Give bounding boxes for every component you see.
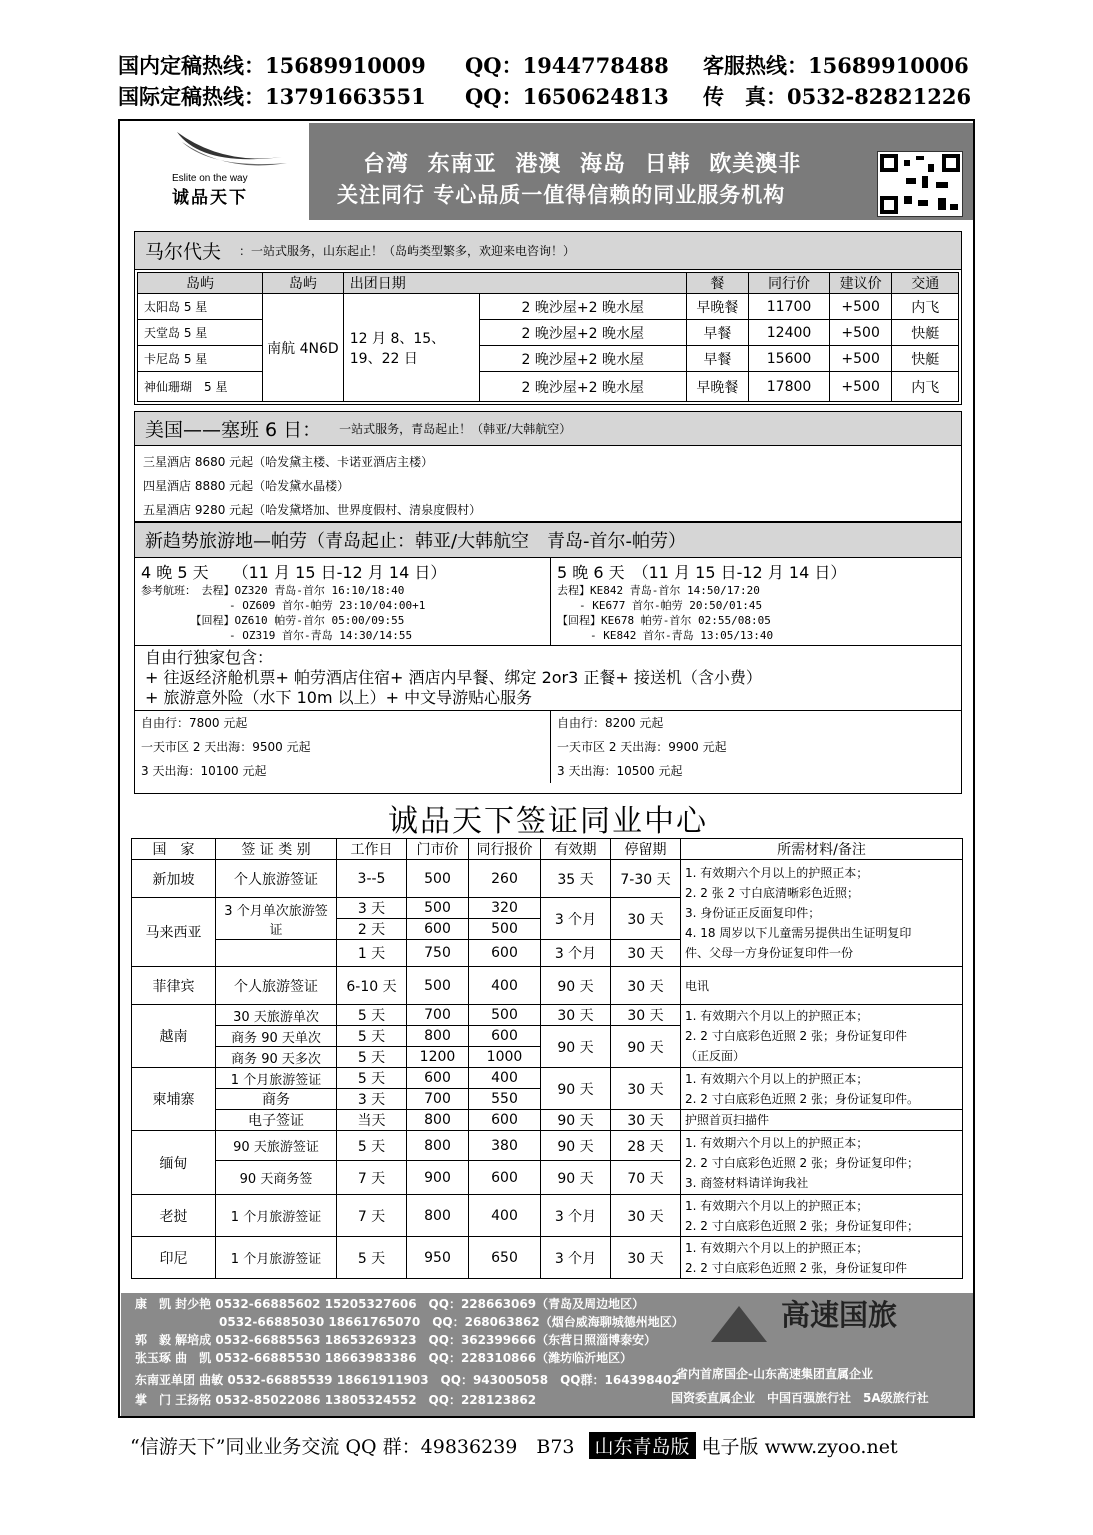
peer-price: 400 bbox=[469, 1068, 541, 1089]
notes-kh-evisa: 护照首页扫描件 bbox=[681, 1110, 963, 1131]
maldives-table bbox=[137, 272, 959, 402]
include-line: + 旅游意外险（水下 10m 以上）+ 中文导游贴心服务 bbox=[145, 688, 533, 707]
brand-sub2: 国资委直属企业 中国百强旅行社 5A级旅行社 bbox=[671, 1391, 929, 1405]
maldives-section bbox=[134, 231, 962, 405]
visa-type: 商务 90 天单次 bbox=[216, 1026, 337, 1047]
banner-slogan bbox=[309, 123, 973, 220]
th-island: 岛屿 bbox=[138, 273, 263, 294]
hotel-4star: 四星酒店 8880 元起（哈发黛水晶楼） bbox=[143, 479, 350, 493]
visa-title: 诚品天下签证同业中心 bbox=[388, 804, 708, 839]
table-row bbox=[138, 372, 959, 402]
logo-cn: 诚品天下 bbox=[172, 188, 248, 208]
retail: 500 bbox=[407, 898, 469, 919]
retail: 700 bbox=[407, 1005, 469, 1026]
visa-type: 1 个月旅游签证 bbox=[216, 1195, 337, 1237]
palau-prices-right bbox=[551, 711, 961, 783]
flight-line: - KE842 首尔-青岛 13:05/13:40 bbox=[557, 629, 774, 642]
flight-info: 南航 4N6D bbox=[263, 294, 344, 402]
workdays: 当天 bbox=[337, 1110, 407, 1131]
hotline-row-1 bbox=[118, 50, 978, 81]
meal: 早晚餐 bbox=[686, 372, 749, 402]
table-row bbox=[132, 1195, 963, 1237]
transport: 快艇 bbox=[892, 346, 959, 372]
note-line: 2. 2 寸白底彩色近照 2 张；身份证复印件； bbox=[685, 1155, 919, 1170]
th-visa-type: 签 证 类 别 bbox=[216, 839, 337, 860]
visa-type: 个人旅游签证 bbox=[216, 967, 337, 1005]
peer-price: 320 bbox=[469, 898, 541, 919]
stay: 30 天 bbox=[611, 1237, 681, 1279]
flight-line: 去程】KE842 青岛-首尔 14:50/17:20 bbox=[557, 584, 760, 597]
peer-price: 600 bbox=[469, 1026, 541, 1047]
peer-price: 600 bbox=[469, 940, 541, 967]
qq-2: QQ：1650624813 bbox=[465, 84, 669, 109]
workdays: 5 天 bbox=[337, 1237, 407, 1279]
island-name: 卡尼岛 5 星 bbox=[138, 346, 263, 372]
th-dates: 出团日期 bbox=[343, 273, 686, 294]
brand-sub: 省内首席国企-山东高速集团直属企业 bbox=[676, 1367, 873, 1381]
intl-hotline: 国际定稿热线：13791663551 bbox=[118, 84, 426, 109]
th-peer-price: 同行价 bbox=[749, 273, 830, 294]
stay: 30 天 bbox=[611, 898, 681, 940]
palau-prices-left bbox=[135, 711, 551, 783]
island-name: 天堂岛 5 星 bbox=[138, 320, 263, 346]
price-line: 自由行：8200 元起 bbox=[557, 716, 664, 730]
include-line: + 往返经济舱机票+ 帕劳酒店住宿+ 酒店内早餐、绑定 2or3 正餐+ 接送机（含小费） bbox=[145, 668, 762, 687]
contact-line: 0532-66885030 18661765070 QQ：268063862（烟台威海聊城德州地区） bbox=[135, 1315, 684, 1329]
notes-la bbox=[681, 1195, 963, 1237]
room-type: 2 晚沙屋+2 晚水屋 bbox=[479, 294, 686, 320]
country: 越南 bbox=[132, 1005, 216, 1068]
retail: 900 bbox=[407, 1161, 469, 1195]
fax: 传 真：0532-82821226 bbox=[703, 84, 972, 109]
th-transport: 交通 bbox=[892, 273, 959, 294]
note-line: 3. 身份证正反面复印件； bbox=[685, 906, 821, 920]
peer-price: 600 bbox=[469, 1110, 541, 1131]
stay: 70 天 bbox=[611, 1161, 681, 1195]
palau-4n5d bbox=[135, 558, 551, 645]
th-notes: 所需材料/备注 bbox=[681, 839, 963, 860]
validity: 90 天 bbox=[541, 1131, 611, 1161]
note-line: 1. 有效期六个月以上的护照正本； bbox=[685, 1198, 869, 1213]
retail: 500 bbox=[407, 967, 469, 1005]
meal: 早餐 bbox=[686, 346, 749, 372]
peer-price: 1000 bbox=[469, 1047, 541, 1068]
banner-tagline: 关注同行 专心品质一值得信赖的同业服务机构 bbox=[337, 183, 786, 207]
workdays: 3 天 bbox=[337, 1089, 407, 1110]
suggest-price: +500 bbox=[829, 372, 892, 402]
visa-table bbox=[131, 838, 963, 1279]
hotline-row-2 bbox=[118, 81, 978, 112]
note-line: 2. 2 寸白底彩色近照 2 张，身份证复印件 bbox=[685, 1260, 907, 1275]
workdays: 3 天 bbox=[337, 898, 407, 919]
workdays: 5 天 bbox=[337, 1131, 407, 1161]
note-line: 2. 2 寸白底彩色近照 2 张；身份证复印件； bbox=[685, 1218, 919, 1233]
retail: 800 bbox=[407, 1131, 469, 1161]
palau-5n6d bbox=[551, 558, 961, 645]
suggest-price: +500 bbox=[829, 346, 892, 372]
transport: 内飞 bbox=[892, 294, 959, 320]
logo-en: Eslite on the way bbox=[172, 173, 248, 184]
peer-price: 17800 bbox=[749, 372, 830, 402]
retail: 800 bbox=[407, 1026, 469, 1047]
note-line: 1. 有效期六个月以上的护照正本； bbox=[685, 1135, 869, 1150]
stay: 30 天 bbox=[611, 940, 681, 967]
hotline-header bbox=[118, 50, 978, 112]
price-line: 3 天出海：10500 元起 bbox=[557, 764, 683, 778]
peer-price: 400 bbox=[469, 967, 541, 1005]
workdays: 1 天 bbox=[337, 940, 407, 967]
validity: 3 个月 bbox=[541, 898, 611, 940]
stay: 30 天 bbox=[611, 1068, 681, 1110]
peer-price: 400 bbox=[469, 1195, 541, 1237]
note-line: 1. 有效期六个月以上的护照正本； bbox=[685, 1071, 869, 1086]
notes-id bbox=[681, 1237, 963, 1279]
peer-price: 600 bbox=[469, 1161, 541, 1195]
country: 菲律宾 bbox=[132, 967, 216, 1005]
stay: 30 天 bbox=[611, 1110, 681, 1131]
visa-type: 商务 90 天多次 bbox=[216, 1047, 337, 1068]
departure-dates: 12 月 8、15、19、22 日 bbox=[343, 294, 479, 402]
price-line: 一天市区 2 天出海：9500 元起 bbox=[141, 740, 311, 754]
note-line: 1. 有效期六个月以上的护照正本； bbox=[685, 866, 869, 880]
peer-price: 15600 bbox=[749, 346, 830, 372]
hotel-3star: 三星酒店 8680 元起（哈发黛主楼、卡诺亚酒店主楼） bbox=[143, 455, 434, 469]
visa-type: 3 个月单次旅游签证 bbox=[216, 898, 337, 940]
visa-type: 1 个月旅游签证 bbox=[216, 1237, 337, 1279]
note-line: 3. 商签材料请详询我社 bbox=[685, 1175, 809, 1190]
palau-itineraries bbox=[135, 558, 961, 646]
retail: 500 bbox=[407, 860, 469, 898]
th-meal: 餐 bbox=[686, 273, 749, 294]
notes-sg-my bbox=[681, 860, 963, 967]
price-line: 自由行：7800 元起 bbox=[141, 716, 248, 730]
visa-type: 90 天旅游签证 bbox=[216, 1131, 337, 1161]
table-row bbox=[132, 1068, 963, 1089]
flight-line: 【回程】OZ610 帕劳-首尔 05:00/09:55 bbox=[141, 614, 405, 627]
peer-price: 650 bbox=[469, 1237, 541, 1279]
flight-line: 参考航班： 去程】OZ320 青岛-首尔 16:10/18:40 bbox=[141, 584, 405, 597]
retail: 1200 bbox=[407, 1047, 469, 1068]
th-suggest-price: 建议价 bbox=[829, 273, 892, 294]
hotel-5star: 五星酒店 9280 元起（哈发黛塔加、世界度假村、清泉度假村） bbox=[143, 503, 482, 517]
notes-kh bbox=[681, 1068, 963, 1110]
palau-section bbox=[134, 521, 962, 794]
price-line: 3 天出海：10100 元起 bbox=[141, 764, 267, 778]
banner bbox=[122, 123, 973, 220]
table-row bbox=[132, 967, 963, 1005]
palau-title: 新趋势旅游地—帕劳（青岛起止：韩亚/大韩航空 青岛-首尔-帕劳） bbox=[145, 531, 687, 552]
suggest-price: +500 bbox=[829, 320, 892, 346]
country: 老挝 bbox=[132, 1195, 216, 1237]
flight-line: - KE677 首尔-帕劳 20:50/01:45 bbox=[557, 599, 763, 612]
retail: 800 bbox=[407, 1110, 469, 1131]
th-validity: 有效期 bbox=[541, 839, 611, 860]
island-name: 神仙珊瑚 5 星 bbox=[138, 372, 263, 402]
note-line: （正反面） bbox=[685, 1049, 746, 1063]
validity: 3 个月 bbox=[541, 1237, 611, 1279]
palau-title-bar bbox=[135, 522, 961, 558]
footer-right: 电子版 www.zyoo.net bbox=[701, 1436, 898, 1458]
maldives-title: 马尔代夫 bbox=[145, 241, 222, 263]
note-line: 2. 2 寸白底彩色近照 2 张；身份证复印件 bbox=[685, 1029, 907, 1043]
meal: 早晚餐 bbox=[686, 294, 749, 320]
note-line: 2. 2 寸白底彩色近照 2 张；身份证复印件。 bbox=[685, 1091, 919, 1106]
validity: 3 个月 bbox=[541, 940, 611, 967]
stay: 7-30 天 bbox=[611, 860, 681, 898]
notes-vn bbox=[681, 1005, 963, 1068]
usa-section bbox=[134, 411, 962, 527]
validity: 90 天 bbox=[541, 967, 611, 1005]
workdays: 5 天 bbox=[337, 1026, 407, 1047]
transport: 快艇 bbox=[892, 320, 959, 346]
logo bbox=[122, 123, 309, 220]
room-type: 2 晚沙屋+2 晚水屋 bbox=[479, 320, 686, 346]
th-country: 国 家 bbox=[132, 839, 216, 860]
suggest-price: +500 bbox=[829, 294, 892, 320]
stay: 28 天 bbox=[611, 1131, 681, 1161]
visa-type: 商务 bbox=[216, 1089, 337, 1110]
note-line: 2. 2 张 2 寸白底清晰彩色近照； bbox=[685, 886, 859, 900]
usa-hotels bbox=[135, 446, 961, 526]
th-island-2: 岛屿 bbox=[263, 273, 344, 294]
room-type: 2 晚沙屋+2 晚水屋 bbox=[479, 346, 686, 372]
domestic-hotline: 国内定稿热线：15689910009 bbox=[118, 53, 426, 78]
price-line: 一天市区 2 天出海：9900 元起 bbox=[557, 740, 727, 754]
note-line: 件、父母一方身份证复印件一份 bbox=[685, 946, 854, 960]
stay: 30 天 bbox=[611, 1195, 681, 1237]
workdays: 6-10 天 bbox=[337, 967, 407, 1005]
usa-title-bar bbox=[135, 412, 961, 446]
qq-1: QQ：1944778488 bbox=[465, 53, 669, 78]
maldives-title-bar bbox=[135, 232, 961, 270]
table-row bbox=[132, 1110, 963, 1131]
retail: 800 bbox=[407, 1195, 469, 1237]
peer-price: 12400 bbox=[749, 320, 830, 346]
peer-price: 500 bbox=[469, 1005, 541, 1026]
validity: 90 天 bbox=[541, 1161, 611, 1195]
flight-line: 【回程】KE678 帕劳-首尔 02:55/08:05 bbox=[557, 614, 771, 627]
itin-head: 5 晚 6 天 （11 月 15 日-12 月 14 日） bbox=[557, 563, 847, 582]
th-retail: 门市价 bbox=[407, 839, 469, 860]
validity: 90 天 bbox=[541, 1068, 611, 1110]
retail: 950 bbox=[407, 1237, 469, 1279]
country: 印尼 bbox=[132, 1237, 216, 1279]
maldives-subtitle: ：一站式服务，山东起止！（岛屿类型繁多，欢迎来电咨询！） bbox=[239, 244, 576, 258]
contact-line: 郭 毅 解培成 0532-66885563 18653269323 QQ：362399666（东营日照淄博泰安） bbox=[135, 1333, 657, 1347]
usa-subtitle: 一站式服务，青岛起止！（韩亚/大韩航空） bbox=[339, 422, 572, 436]
notes-ph: 电讯 bbox=[681, 967, 963, 1005]
country: 缅甸 bbox=[132, 1131, 216, 1195]
palau-includes bbox=[135, 646, 961, 711]
peer-price: 11700 bbox=[749, 294, 830, 320]
country: 新加坡 bbox=[132, 860, 216, 898]
edition-tag: 山东青岛版 bbox=[589, 1432, 696, 1459]
transport: 内飞 bbox=[892, 372, 959, 402]
wing-logo-icon bbox=[172, 127, 292, 177]
stay: 90 天 bbox=[611, 1026, 681, 1068]
page-footer bbox=[130, 1432, 898, 1459]
workdays: 5 天 bbox=[337, 1068, 407, 1089]
th-workdays: 工作日 bbox=[337, 839, 407, 860]
validity: 30 天 bbox=[541, 1005, 611, 1026]
visa-type: 个人旅游签证 bbox=[216, 860, 337, 898]
itin-head: 4 晚 5 天 （11 月 15 日-12 月 14 日） bbox=[141, 563, 447, 582]
usa-title: 美国——塞班 6 日： bbox=[145, 419, 322, 441]
banner-destinations: 台湾 东南亚 港澳 海岛 日韩 欧美澳非 bbox=[363, 152, 802, 177]
table-row bbox=[132, 1237, 963, 1279]
stay: 30 天 bbox=[611, 967, 681, 1005]
peer-price: 380 bbox=[469, 1131, 541, 1161]
country: 柬埔寨 bbox=[132, 1068, 216, 1131]
table-row bbox=[132, 860, 963, 898]
note-line: 4. 18 周岁以下儿童需另提供出生证明复印 bbox=[685, 926, 912, 940]
room-type: 2 晚沙屋+2 晚水屋 bbox=[479, 372, 686, 402]
retail: 600 bbox=[407, 919, 469, 940]
notes-mm bbox=[681, 1131, 963, 1195]
workdays: 7 天 bbox=[337, 1195, 407, 1237]
service-hotline: 客服热线：15689910006 bbox=[703, 53, 969, 78]
validity: 90 天 bbox=[541, 1026, 611, 1068]
contact-panel bbox=[121, 1293, 973, 1416]
validity: 90 天 bbox=[541, 1110, 611, 1131]
workdays: 3--5 bbox=[337, 860, 407, 898]
table-row bbox=[132, 1005, 963, 1026]
contact-line: 东南亚单团 曲敏 0532-66885539 18661911903 QQ：943005058 QQ群：164398402 bbox=[135, 1373, 680, 1387]
include-title: 自由行独家包含： bbox=[145, 648, 274, 667]
meal: 早餐 bbox=[686, 320, 749, 346]
visa-type: 电子签证 bbox=[216, 1110, 337, 1131]
workdays: 5 天 bbox=[337, 1047, 407, 1068]
stay: 30 天 bbox=[611, 1005, 681, 1026]
note-line: 1. 有效期六个月以上的护照正本； bbox=[685, 1009, 869, 1023]
th-peer-price: 同行报价 bbox=[469, 839, 541, 860]
peer-price: 500 bbox=[469, 919, 541, 940]
peer-price: 550 bbox=[469, 1089, 541, 1110]
retail: 600 bbox=[407, 1068, 469, 1089]
island-name: 太阳岛 5 星 bbox=[138, 294, 263, 320]
visa-type: 90 天商务签 bbox=[216, 1161, 337, 1195]
workdays: 2 天 bbox=[337, 919, 407, 940]
validity: 3 个月 bbox=[541, 1195, 611, 1237]
brand-name: 高速国旅 bbox=[781, 1298, 898, 1332]
peer-price: 260 bbox=[469, 860, 541, 898]
contact-line: 张玉琢 曲 凯 0532-66885530 18663983386 QQ：228310866（潍坊临沂地区） bbox=[135, 1351, 633, 1365]
table-row bbox=[132, 1131, 963, 1161]
retail: 750 bbox=[407, 940, 469, 967]
contact-line: 掌 门 王扬铭 0532-85022086 13805324552 QQ：228123862 bbox=[135, 1393, 537, 1407]
visa-type bbox=[216, 940, 337, 967]
footer-left: “信游天下”同业业务交流 QQ 群：49836239 B73 bbox=[130, 1436, 575, 1458]
workdays: 5 天 bbox=[337, 1005, 407, 1026]
retail: 700 bbox=[407, 1089, 469, 1110]
country: 马来西亚 bbox=[132, 898, 216, 967]
table-row bbox=[138, 294, 959, 320]
qr-code-icon bbox=[877, 151, 963, 217]
flight-line: - OZ609 首尔-帕劳 23:10/04:00+1 bbox=[141, 599, 426, 612]
palau-prices bbox=[135, 711, 961, 783]
table-row bbox=[138, 346, 959, 372]
flight-line: - OZ319 首尔-青岛 14:30/14:55 bbox=[141, 629, 413, 642]
note-line: 1. 有效期六个月以上的护照正本； bbox=[685, 1240, 869, 1255]
highway-logo-icon bbox=[711, 1306, 767, 1342]
visa-type: 30 天旅游单次 bbox=[216, 1005, 337, 1026]
contact-line: 康 凯 封少艳 0532-66885602 15205327606 QQ：228663069（青岛及周边地区） bbox=[135, 1297, 645, 1311]
th-stay: 停留期 bbox=[611, 839, 681, 860]
validity: 35 天 bbox=[541, 860, 611, 898]
workdays: 7 天 bbox=[337, 1161, 407, 1195]
visa-type: 1 个月旅游签证 bbox=[216, 1068, 337, 1089]
table-row bbox=[138, 320, 959, 346]
